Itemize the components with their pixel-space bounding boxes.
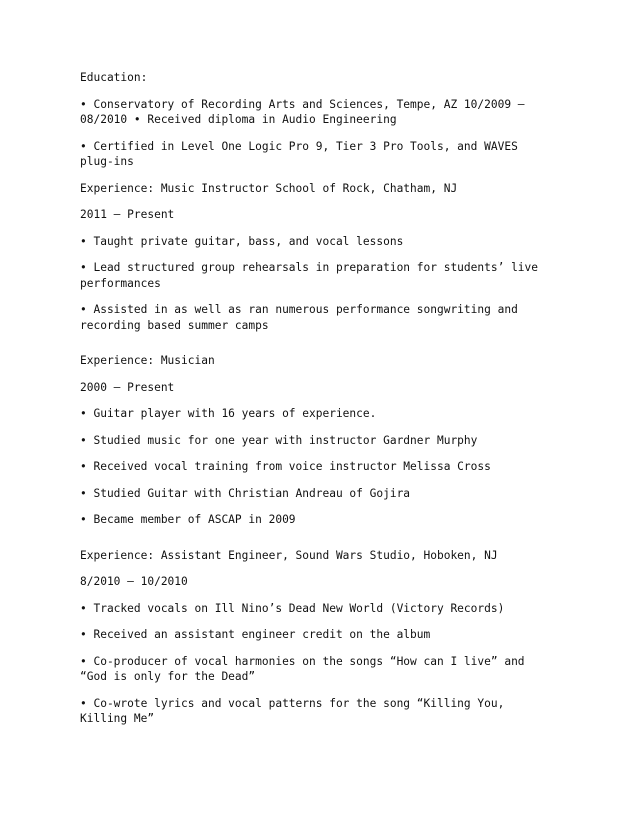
education-heading: Education: <box>80 71 148 84</box>
education-item: • Conservatory of Recording Arts and Sciences, Tempe, AZ 10/2009 – 08/2010 • Received diploma in Audio Engineering <box>80 97 525 126</box>
job-dates: 2011 – Present <box>80 208 175 221</box>
job-dates: 2000 – Present <box>80 380 175 394</box>
job-dates: 8/2010 – 10/2010 <box>80 575 188 588</box>
education-item: • Certified in Level One Logic Pro 9, Tier 3 Pro Tools, and WAVES plug-ins <box>80 139 518 168</box>
job-bullet: • Lead structured group rehearsals in preparation for students’ live performances <box>80 261 539 290</box>
job-bullet: • Co-wrote lyrics and vocal patterns for the song “Killing You, Killing Me” <box>80 696 505 725</box>
job-bullet: • Assisted in as well as ran numerous performance songwriting and recording based summer camps <box>80 303 518 332</box>
job-bullet: • Guitar player with 16 years of experience. <box>80 407 377 420</box>
job-heading: Experience: Assistant Engineer, Sound Wars Studio, Hoboken, NJ <box>80 548 498 562</box>
job-bullet: • Studied music for one year with instructor Gardner Murphy <box>80 433 478 447</box>
job-bullet: • Taught private guitar, bass, and vocal lessons <box>80 234 404 248</box>
job-bullet: • Received an assistant engineer credit on the album <box>80 628 431 641</box>
job-bullet: • Received vocal training from voice instructor Melissa Cross <box>80 460 491 473</box>
section-spacer <box>80 539 540 548</box>
job-heading: Experience: Musician <box>80 354 215 367</box>
job-bullet: • Studied Guitar with Christian Andreau of Gojira <box>80 486 411 500</box>
job-bullet: • Co-producer of vocal harmonies on the songs “How can I live” and “God is only for the Dead” <box>80 654 525 683</box>
job-heading: Experience: Music Instructor School of Rock, Chatham, NJ <box>80 181 458 195</box>
resume-body <box>80 70 540 738</box>
job-bullet: • Became member of ASCAP in 2009 <box>80 513 296 526</box>
section-spacer <box>80 344 540 353</box>
job-bullet: • Tracked vocals on Ill Nino’s Dead New World (Victory Records) <box>80 601 505 615</box>
